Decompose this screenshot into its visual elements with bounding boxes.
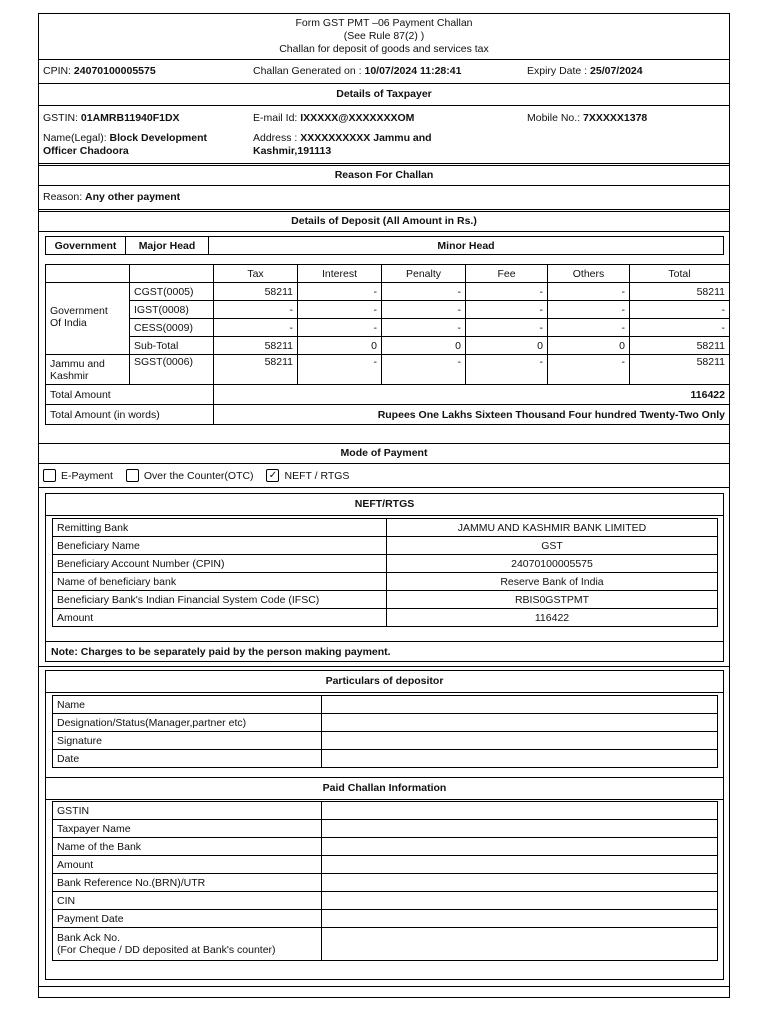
challan-form [38,13,730,998]
form-title: Form GST PMT –06 Payment Challan [295,17,473,29]
depositor-box [45,670,724,980]
separator [39,665,729,667]
head-government: Government [46,237,126,255]
table-row: Name of beneficiary bank Reserve Bank of India [53,573,718,591]
table-row: GSTIN [53,802,718,820]
table-row [53,928,718,961]
paid-title: Paid Challan Information [46,777,723,800]
neft-box [45,493,724,662]
government-state: Jammu and Kashmir [46,355,130,385]
total-amount-label: Total Amount [46,385,214,405]
table-row: Payment Date [53,910,718,928]
payment-mode-options [39,464,729,488]
total-amount-value: 116422 [214,385,730,405]
taxpayer-details [39,106,729,164]
table-row: CIN [53,892,718,910]
deposit-section-title: Details of Deposit (All Amount in Rs.) [39,212,729,232]
reason-row [39,186,729,210]
address: Address : XXXXXXXXXX Jammu and Kashmir,191113 [253,132,432,157]
reason: Reason: Any other payment [43,191,181,203]
neft-table [52,518,718,627]
table-row: Amount 116422 [53,609,718,627]
form-subtitle: Challan for deposit of goods and services tax [279,43,489,55]
table-row: Signature [53,732,718,750]
col-tax: Tax [214,265,298,283]
col-interest: Interest [298,265,382,283]
bank-ack-label: Bank Ack No. (For Cheque / DD deposited at Bank's counter) [53,928,322,961]
table-row: Sub-Total 58211 0 0 0 0 58211 [46,337,730,355]
depositor-name-field[interactable] [322,696,718,714]
neft-title: NEFT/RTGS [46,494,723,516]
table-row: Name of the Bank [53,838,718,856]
table-row [46,265,730,283]
government-of-india: Government Of India [46,283,130,355]
legal-name: Name(Legal): Block Development Officer Chadoora [43,132,207,157]
table-row [46,405,730,425]
table-row: Jammu and Kashmir SGST(0006) 58211 - - - - 58211 [46,355,730,385]
cpin: CPIN: 24070100005575 [43,65,156,77]
challan-generated: Challan Generated on : 10/07/2024 11:28:41 [253,65,462,77]
mobile: Mobile No.: 7XXXXX1378 [527,112,648,124]
taxpayer-section-title: Details of Taxpayer [39,84,729,106]
head-major: Major Head [126,237,209,255]
total-words-label: Total Amount (in words) [46,405,214,425]
table-row: Date [53,750,718,768]
table-row: Beneficiary Account Number (CPIN) 24070100005575 [53,555,718,573]
expiry-date: Expiry Date : 25/07/2024 [527,65,643,77]
cpin-row [39,60,729,84]
head-minor: Minor Head [209,237,724,255]
reason-section-title: Reason For Challan [39,166,729,186]
depositor-title: Particulars of depositor [46,671,723,693]
depositor-table [52,695,718,768]
table-row: Bank Reference No.(BRN)/UTR [53,874,718,892]
separator [39,985,729,987]
deposit-head-table [45,236,724,255]
total-words-value: Rupees One Lakhs Sixteen Thousand Four hundred Twenty-Two Only [214,405,730,425]
table-row: Amount [53,856,718,874]
depositor-designation-field[interactable] [322,714,718,732]
email: E-mail Id: IXXXXX@XXXXXXXOM [253,112,415,124]
table-row: Government Of India CGST(0005) 58211 - - - - 58211 [46,283,730,301]
table-row: Name [53,696,718,714]
depositor-signature-field[interactable] [322,732,718,750]
gstin: GSTIN: 01AMRB11940F1DX [43,112,180,124]
form-header [39,14,729,60]
otc-checkbox[interactable] [126,469,139,482]
table-row [46,385,730,405]
neft-checkbox[interactable] [266,469,279,482]
check-mark-icon: ✓ [268,470,278,481]
table-row: Designation/Status(Manager,partner etc) [53,714,718,732]
otc-label: Over the Counter(OTC) [143,469,254,482]
neft-label: NEFT / RTGS [284,469,350,482]
col-total: Total [630,265,730,283]
table-row: IGST(0008) - - - - - - [46,301,730,319]
table-row: Beneficiary Name GST [53,537,718,555]
paid-table [52,801,718,961]
deposit-table [45,264,730,425]
col-others: Others [548,265,630,283]
depositor-date-field[interactable] [322,750,718,768]
col-penalty: Penalty [382,265,466,283]
col-fee: Fee [466,265,548,283]
table-row: CESS(0009) - - - - - - [46,319,730,337]
neft-note: Note: Charges to be separately paid by the person making payment. [46,641,723,663]
form-rule: (See Rule 87(2) ) [343,30,425,42]
epayment-label: E-Payment [61,469,113,482]
mode-section-title: Mode of Payment [39,444,729,464]
table-row: Beneficiary Bank's Indian Financial System Code (IFSC) RBIS0GSTPMT [53,591,718,609]
epayment-checkbox[interactable] [43,469,56,482]
table-row: Remitting Bank JAMMU AND KASHMIR BANK LIMITED [53,519,718,537]
table-row: Taxpayer Name [53,820,718,838]
